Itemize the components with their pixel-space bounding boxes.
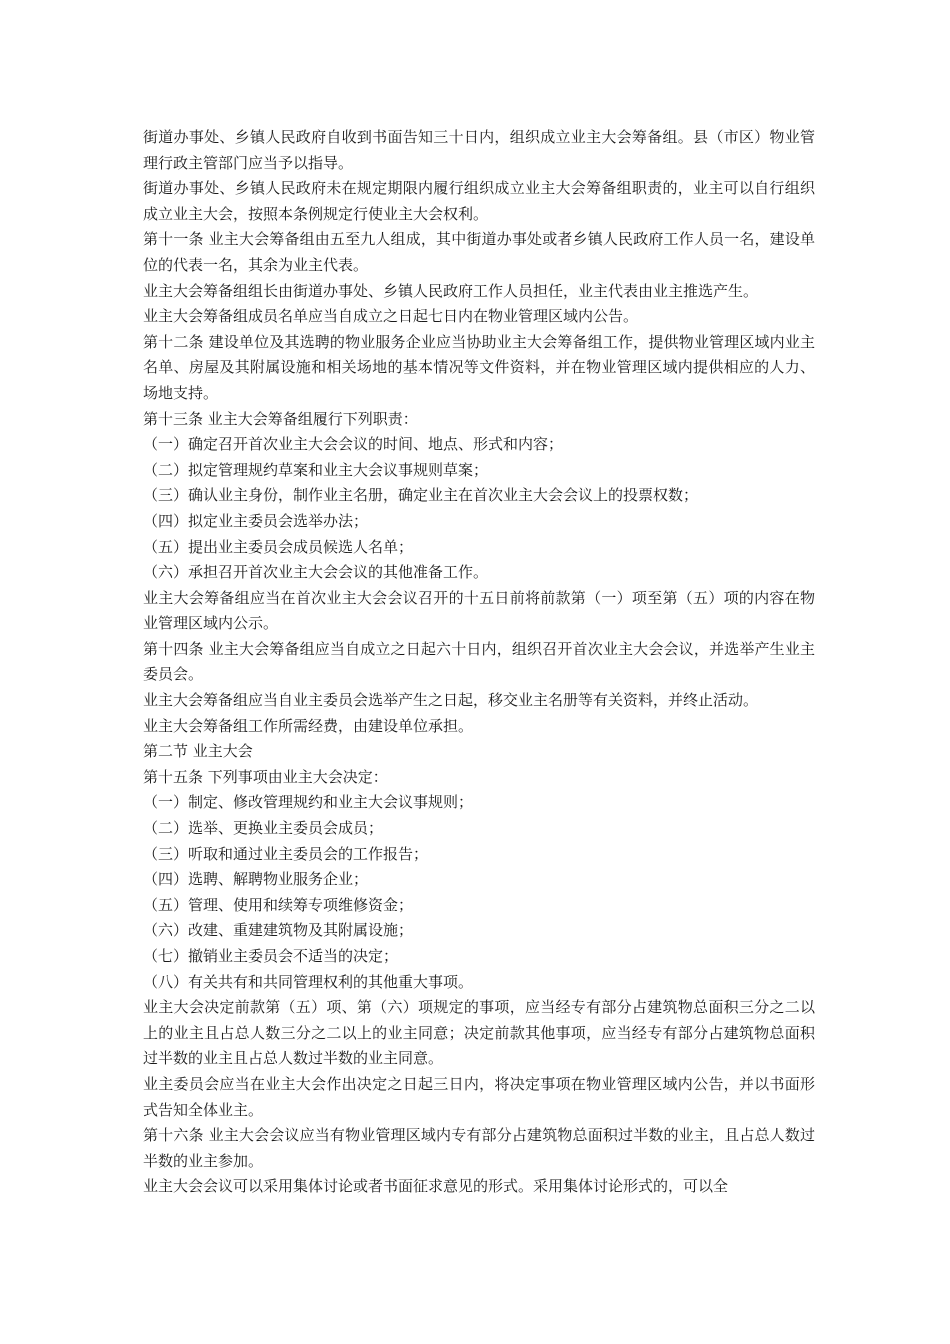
- list-item: （五）管理、使用和续筹专项维修资金；: [143, 895, 414, 914]
- list-item: （三）确认业主身份，制作业主名册，确定业主在首次业主大会会议上的投票权数；: [143, 486, 699, 505]
- list-item: （四）拟定业主委员会选举办法；: [143, 511, 369, 530]
- paragraph: 业主大会筹备组应当自业主委员会选举产生之日起，移交业主名册等有关资料，并终止活动。: [143, 691, 759, 710]
- list-item: （二）拟定管理规约草案和业主大会议事规则草案；: [143, 460, 489, 479]
- list-item: （五）提出业主委员会成员候选人名单；: [143, 537, 414, 556]
- paragraph: 业主大会决定前款第（五）项、第（六）项规定的事项，应当经专有部分占建筑物总面积三分之二以上的业主且占总人数三分之二以上的业主同意；决定前款其他事项，应当经专有部分占建筑物总面积过半数的业主且占总人数过半数的业主同意。: [143, 998, 815, 1068]
- paragraph: 业主大会筹备组组长由街道办事处、乡镇人民政府工作人员担任，业主代表由业主推选产生。: [143, 281, 759, 300]
- paragraph: 街道办事处、乡镇人民政府自收到书面告知三十日内，组织成立业主大会筹备组。县（市区）物业管理行政主管部门应当予以指导。: [143, 128, 815, 172]
- paragraph: 业主大会会议可以采用集体讨论或者书面征求意见的形式。采用集体讨论形式的，可以全: [143, 1177, 729, 1196]
- list-item: （八）有关共有和共同管理权利的其他重大事项。: [143, 972, 474, 991]
- paragraph: 业主大会筹备组工作所需经费，由建设单位承担。: [143, 716, 474, 735]
- paragraph: 业主大会筹备组应当在首次业主大会会议召开的十五日前将前款第（一）项至第（五）项的内容在物业管理区域内公示。: [143, 588, 815, 633]
- article-paragraph: 第十四条 业主大会筹备组应当自成立之日起六十日内，组织召开首次业主大会会议，并选举产生业主委员会。: [143, 639, 815, 684]
- list-item: （四）选聘、解聘物业服务企业；: [143, 870, 369, 889]
- list-item: （七）撤销业主委员会不适当的决定；: [143, 947, 399, 965]
- article-paragraph: 第十五条 下列事项由业主大会决定：: [143, 767, 388, 786]
- list-item: （六）承担召开首次业主大会会议的其他准备工作。: [143, 563, 489, 582]
- list-item: （六）改建、重建建筑物及其附属设施；: [143, 921, 414, 940]
- paragraph: 街道办事处、乡镇人民政府未在规定期限内履行组织成立业主大会筹备组职责的，业主可以自行组织成立业主大会，按照本条例规定行使业主大会权利。: [143, 179, 815, 223]
- list-item: （三）听取和通过业主委员会的工作报告；: [143, 844, 429, 863]
- article-paragraph: 第十二条 建设单位及其选聘的物业服务企业应当协助业主大会筹备组工作，提供物业管理区域内业主名单、房屋及其附属设施和相关场地的基本情况等文件资料，并在物业管理区域内提供相应的人力、场地支持。: [143, 332, 815, 402]
- list-item: （二）选举、更换业主委员会成员；: [143, 819, 384, 838]
- list-item: （一）确定召开首次业主大会会议的时间、地点、形式和内容；: [143, 435, 564, 454]
- document-body: [143, 125, 815, 1200]
- paragraph: 业主委员会应当在业主大会作出决定之日起三日内，将决定事项在物业管理区域内公告，并以书面形式告知全体业主。: [143, 1074, 815, 1119]
- article-paragraph: 第十一条 业主大会筹备组由五至九人组成，其中街道办事处或者乡镇人民政府工作人员一名，建设单位的代表一名，其余为业主代表。: [143, 230, 815, 274]
- paragraph: 业主大会筹备组成员名单应当自成立之日起七日内在物业管理区域内公告。: [143, 307, 639, 326]
- list-item: （一）制定、修改管理规约和业主大会议事规则；: [143, 793, 474, 812]
- article-paragraph: 第十三条 业主大会筹备组履行下列职责：: [143, 409, 418, 428]
- section-heading: 第二节 业主大会: [143, 742, 253, 761]
- article-paragraph: 第十六条 业主大会会议应当有物业管理区域内专有部分占建筑物总面积过半数的业主，且占总人数过半数的业主参加。: [143, 1126, 815, 1170]
